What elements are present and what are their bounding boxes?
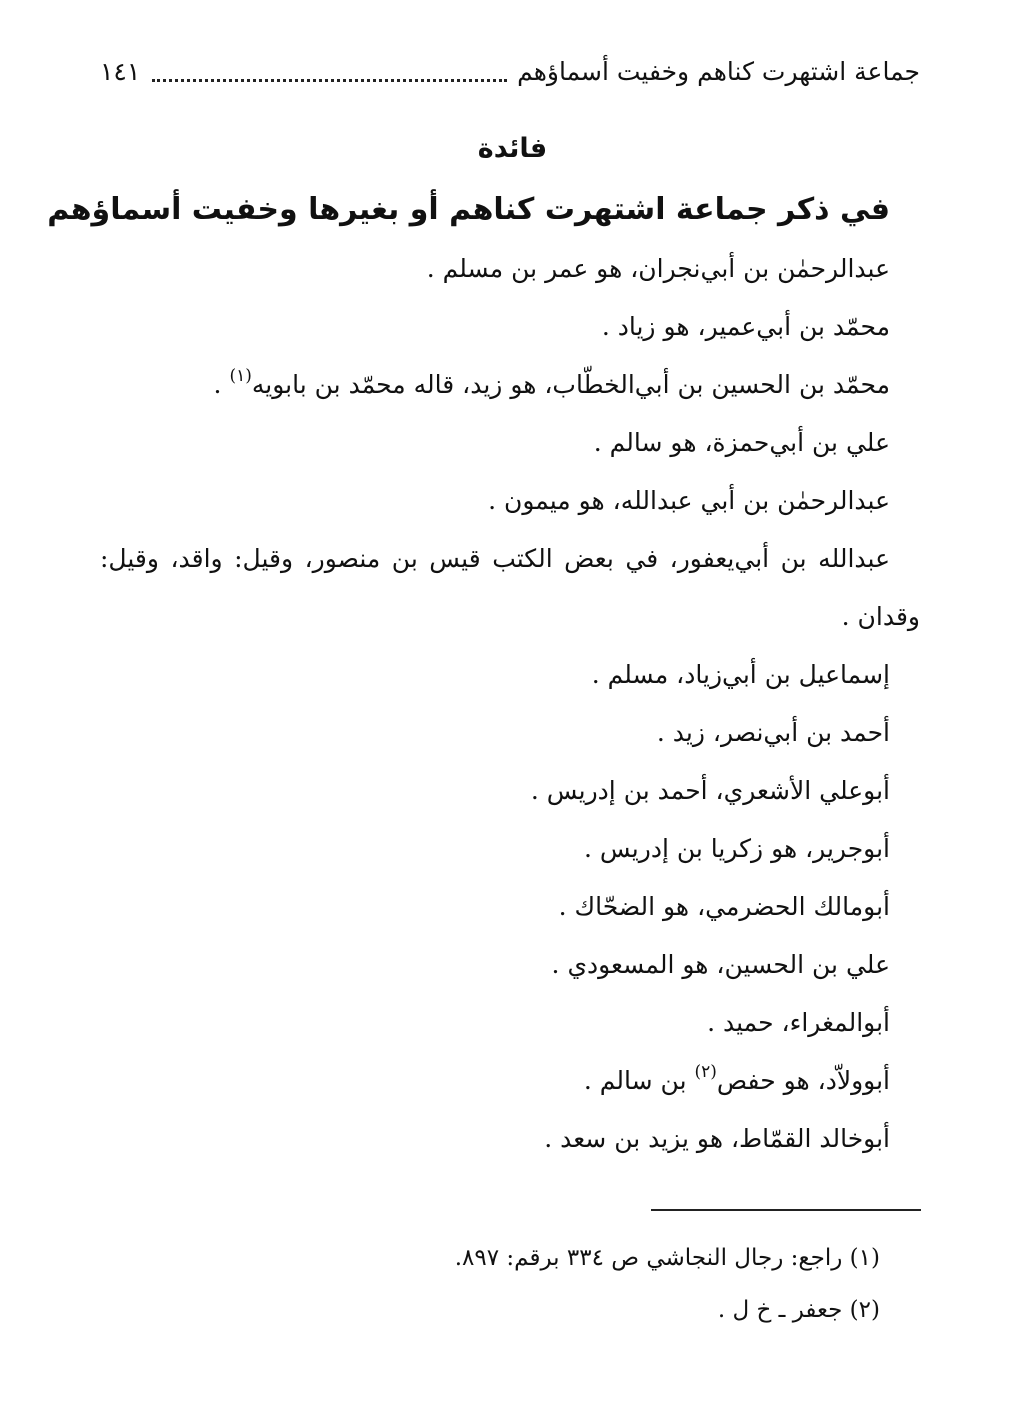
- footnote-item: (١) راجع: رجال النجاشي ص ٣٣٤ برقم: ٨٩٧.: [454, 1245, 880, 1271]
- running-header-title: جماعة اشتهرت كناهم وخفيت أسماؤهم: [517, 57, 920, 86]
- list-item: [100, 356, 920, 414]
- list-item: علي بن الحسين، هو المسعودي .: [551, 950, 890, 979]
- page-number: ١٤١: [100, 57, 141, 86]
- entry-list: [100, 240, 920, 1168]
- list-item: عبدالرحمٰن بن أبي‌نجران، هو عمر بن مسلم .: [426, 254, 890, 283]
- list-item: أبومالك الحضرمي، هو الضحّاك .: [558, 892, 890, 921]
- list-item: أحمد بن أبي‌نصر، زيد .: [656, 718, 890, 747]
- list-item-continuation: وقدان .: [841, 602, 920, 631]
- entry-text-tail: بن سالم .: [583, 1066, 695, 1095]
- list-item: عبدالرحمٰن بن أبي عبدالله، هو ميمون .: [488, 486, 890, 515]
- list-item: محمّد بن أبي‌عمير، هو زياد .: [601, 312, 890, 341]
- list-item: إسماعيل بن أبي‌زياد، مسلم .: [591, 660, 890, 689]
- list-item: علي بن أبي‌حمزة، هو سالم .: [593, 428, 890, 457]
- entry-text-tail: .: [213, 370, 230, 399]
- footnote-divider: [651, 1209, 921, 1211]
- list-item: عبدالله بن أبي‌يعفور، في بعض الكتب قيس بن منصور، وقيل: واقد، وقيل:: [100, 544, 890, 573]
- list-item: أبوعلي الأشعري، أحمد بن إدريس .: [530, 776, 890, 805]
- header-leader-dots: [152, 79, 507, 82]
- entry-text: أبوولاّد، هو حفص: [716, 1066, 890, 1095]
- list-item: أبوجرير، هو زكريا بن إدريس .: [584, 834, 890, 863]
- list-item: [100, 1052, 920, 1110]
- running-header: [100, 52, 920, 92]
- list-item: أبوالمغراء، حميد .: [707, 1008, 890, 1037]
- footnotes: [100, 1232, 880, 1336]
- section-title: في ذكر جماعة اشتهرت كناهم أو بغيرها وخفيت أسماؤهم: [47, 192, 890, 227]
- footnote-marker[interactable]: (٢): [694, 1062, 717, 1082]
- section-label: فائدة: [477, 133, 548, 164]
- list-item: أبوخالد القمّاط، هو يزيد بن سعد .: [544, 1124, 890, 1153]
- footnote-item: (٢) جعفر ـ خ ل .: [717, 1297, 880, 1323]
- entry-text: محمّد بن الحسين بن أبي‌الخطّاب، هو زيد، قاله محمّد بن بابويه: [251, 370, 890, 399]
- footnote-marker[interactable]: (١): [229, 366, 252, 386]
